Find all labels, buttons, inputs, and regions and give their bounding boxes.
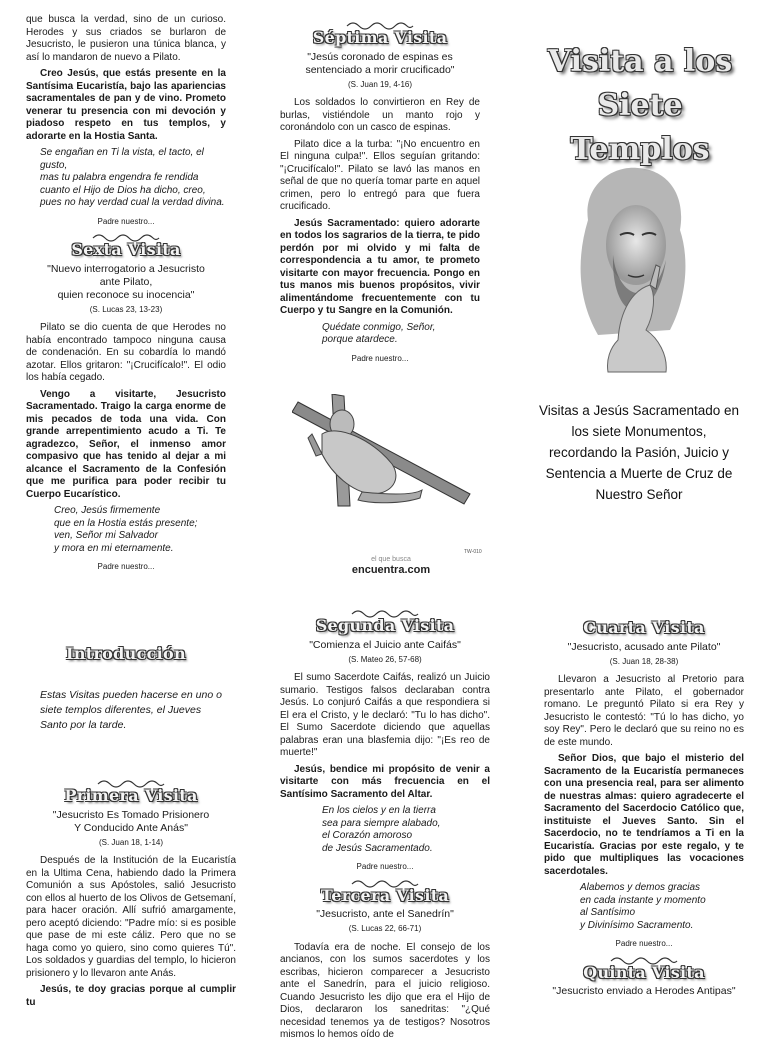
sexta-visita-title: Sexta Visita <box>71 240 181 259</box>
column-top-middle <box>280 22 480 371</box>
poem-line: Quédate conmigo, Señor, <box>322 321 436 333</box>
segunda-reference: (S. Mateo 26, 57-68) <box>348 654 422 664</box>
poem-line: porque atardece. <box>322 334 398 345</box>
tercera-visita-title: Tercera Visita <box>320 885 450 905</box>
quote-line: "Jesucristo, ante el Sanedrín" <box>316 908 454 920</box>
segunda-text: El sumo Sacerdote Caifás, realizó un Juicio sumario. Testigos falsos declaraban contra Jesús. Lo conjuró Caifás a que respondiera si El era el Cristo, y le declaró: "Tu lo has dicho". El Sumo Sacerdote diciendo que aquellas palabras eran una blasfemia dijo: "¡Es reo de muerte!" <box>280 672 490 758</box>
sexta-reference: (S. Lucas 23, 13-23) <box>89 304 163 314</box>
poem-line: cuanto el Hijo de Dios ha dicho, creo, <box>40 184 206 196</box>
introduccion-title: Introducción <box>66 644 186 663</box>
cuarta-quote <box>544 641 744 654</box>
septima-text-2: Pilato dice a la turba: "¡No encuentro en El ninguna culpa!". Ellos seguían gritando: "¡Crucifícalo!". Pilato se lavó las manos en señal de que no quería tomar parte en aquel crimen, pero lo entregó para que fuera crucificado. <box>280 138 480 212</box>
cover-title-line1: Visita a los <box>547 44 733 79</box>
quinta-quote <box>544 985 744 998</box>
poem-line: de Jesús Sacramentado. <box>322 842 433 854</box>
column-bottom-right <box>544 612 744 1000</box>
quote-line: quien reconoce su inocencia" <box>57 288 195 301</box>
poem-line: Alabemos y demos gracias <box>580 882 701 893</box>
padre-nuestro: Padre nuestro... <box>351 353 409 363</box>
document-code: TW-010 <box>464 549 482 555</box>
segunda-prayer: Jesús, bendice mi propósito de venir a visitarte con más frecuencia en el Santísimo Sacramento del Altar. <box>280 763 490 800</box>
cover-title <box>540 40 740 172</box>
padre-nuestro: Padre nuestro... <box>97 562 155 571</box>
poem-line: en cada instante y momento <box>580 894 706 906</box>
logo-name: encuentra.com <box>351 564 431 576</box>
padre-nuestro: Padre nuestro... <box>97 216 155 226</box>
septima-quote <box>280 51 480 77</box>
quote-line: "Jesucristo Es Tomado Prisionero <box>52 808 210 821</box>
poem-line: pues no hay verdad cual la verdad divina. <box>40 197 225 208</box>
segunda-poem <box>322 805 490 855</box>
cuarta-poem <box>580 882 744 932</box>
septima-reference: (S. Juan 19, 4-16) <box>347 79 413 89</box>
segunda-quote <box>280 639 490 652</box>
quote-line: Y Conducido Ante Anás" <box>74 821 188 834</box>
column-bottom-left <box>26 774 236 1013</box>
sexta-quote <box>26 263 226 302</box>
cover-title-line2: Siete Templos <box>570 88 710 167</box>
poem-line: sea para siempre alabado, <box>322 817 441 829</box>
padre-nuestro: Padre nuestro... <box>356 862 414 871</box>
poem-line: mas tu palabra engendra fe rendida <box>40 172 199 183</box>
septima-prayer: Jesús Sacramentado: quiero adorarte en todos los sagrarios de la tierra, te pido perdón por mi olvido y mi falta de correspondencia a tu amor, te prometo visitarte con mayor frecuencia. Pongo en tus manos mis buenos propósitos, vivir alimentándome frecuentemente con tu Cuerpo y tu Sangre en la Comunión. <box>280 217 480 316</box>
poem-line: al Santísimo <box>580 907 636 918</box>
primera-visita-title: Primera Visita <box>64 786 198 805</box>
septima-poem <box>322 322 480 347</box>
jesus-portrait-image <box>558 160 708 375</box>
padre-nuestro: Padre nuestro... <box>615 939 673 948</box>
quote-line: sentenciado a morir crucificado" <box>305 63 455 76</box>
poem-line: ven, Señor mi Salvador <box>54 530 158 541</box>
poem-line: Se engañan en Ti la vista, el tacto, el gusto, <box>40 147 204 171</box>
quinta-visita-title: Quinta Visita <box>583 962 705 982</box>
tercera-text: Todavía era de noche. El consejo de los ancianos, con los sumos sacerdotes y los escribas, hicieron comparecer a Jesucristo ante el Sanedrín, para el juicio religioso. Cuando Jesucristo les dijo que era el Hijo de Dios, declararon los sanedritas: "¿Qué necesidad tenemos ya de testigos? Nosotros mismos lo hemos oído de <box>280 941 490 1040</box>
poem-line: que en la Hostia estás presente; <box>54 517 198 529</box>
prayer-text: Creo Jesús, que estás presente en la Santísima Eucaristía, bajo las apariencias sacramentales de pan y de vino. Prometo venerar tu presencia con mi devoción y piadoso respeto en tus templos, y adorarte en la Hostia Santa. <box>26 68 226 142</box>
logo-tagline: el que busca <box>371 556 411 563</box>
sexta-text: Pilato se dio cuenta de que Herodes no había encontrado tampoco ninguna causa de condenación. En su cobardía lo mandó azotar. Ellos gritaron: "¡Crucifícalo!". El odio los había cegado. <box>26 322 226 383</box>
quote-line: "Jesucristo enviado a Herodes Antipas" <box>552 985 736 997</box>
jesus-carrying-cross-image <box>292 394 477 509</box>
poem-line: y mora en mi eternamente. <box>54 542 174 554</box>
primera-reference: (S. Juan 18, 1-14) <box>98 837 164 847</box>
poem-line: Creo, Jesús firmemente <box>54 505 161 516</box>
column-bottom-middle <box>280 610 490 1046</box>
primera-prayer: Jesús, te doy gracias porque al cumplir tu <box>26 984 236 1008</box>
tercera-quote <box>280 908 490 921</box>
primera-text: Después de la Institución de la Eucaristía en la Ultima Cena, habiendo dado la Primera Comunión a sus Apóstoles, salió Jesucristo con ellos al huerto de los Olivos de Getsemaní, para hacer oración. Allí sufrió amargamente, pero aceptó diciendo: "Padre mío: si es posible que pase de mi este cáliz. Pero que no se haga como yo quiero, sino como quieres Tú". Los soldados y guardias del templo, lo hicieron prisionero y lo llevaron ante Anás. <box>26 855 236 979</box>
quote-line: "Comienza el Juicio ante Caifás" <box>309 638 461 651</box>
segunda-visita-title: Segunda Visita <box>315 616 455 635</box>
sexta-prayer: Vengo a visitarte, Jesucristo Sacramentado. Traigo la carga enorme de mis pecados de toda una vida. Con grande arrepentimiento acudo a Ti. Te agradezco, Señor, el inmenso amor compasivo que has tenido al dejar a mi alcance el Sacramento de la Confesión que me purifica para poder recibir tu Cuerpo Eucarístico. <box>26 388 226 500</box>
cuarta-text: Llevaron a Jesucristo al Pretorio para presentarlo ante Pilato, el gobernador romano. Le preguntó Pilato si era Rey y Jesucristo le contestó: "Tú lo has dicho, yo soy Rey". Pero le declaró que su reino no es de este mundo. <box>544 674 744 748</box>
cuarta-prayer: Señor Dios, que bajo el misterio del Sacramento de la Eucaristía permaneces con una presencia real, para ser alimento de nuestras almas: quiero agradecerte el Sacramento del Sacerdocio Católico que, instituiste el Jueves Santo. Sin el Sacerdocio, no te tendríamos a Ti en la Eucaristía. Gracias por este regalo, y te pido que multipliques las vocaciones sacerdotales. <box>544 753 744 877</box>
primera-quote <box>26 809 236 835</box>
septima-visita-title: Séptima Visita <box>312 28 448 47</box>
quote-line: "Jesucristo, acusado ante Pilato" <box>567 640 721 653</box>
cuarta-visita-title: Cuarta Visita <box>583 618 705 637</box>
poem-line: y Divinísimo Sacramento. <box>580 919 694 931</box>
cuarta-reference: (S. Juan 18, 28-38) <box>609 656 679 666</box>
sexta-poem <box>54 505 226 555</box>
quote-line: "Jesús coronado de espinas es <box>307 50 453 63</box>
quote-line: ante Pilato, <box>99 275 153 288</box>
encuentra-logo <box>336 556 446 576</box>
tercera-reference: (S. Lucas 22, 66-71) <box>348 924 422 933</box>
septima-text-1: Los soldados lo convirtieron en Rey de burlas, vistiéndole un manto rojo y coronándolo con un casco de espinas. <box>280 97 480 133</box>
continuation-text: que busca la verdad, sino de un curioso. Herodes y sus criados se burlaron de Jesucristo, le pusieron una túnica blanca, y así lo mandaron de nuevo a Pilato. <box>26 14 226 63</box>
column-top-left <box>26 14 226 580</box>
poem-line: el Corazón amoroso <box>322 830 413 841</box>
poem-line: En los cielos y en la tierra <box>322 805 436 816</box>
cover-subtitle: Visitas a Jesús Sacramentado en los siete Monumentos, recordando la Pasión, Juicio y Sentencia a Muerte de Cruz de Nuestro Señor <box>538 403 740 502</box>
introduccion-text: Estas Visitas pueden hacerse en uno o siete templos diferentes, el Jueves Santo por la tarde. <box>40 689 222 731</box>
poem <box>40 147 226 210</box>
quote-line: "Nuevo interrogatorio a Jesucristo <box>47 262 205 275</box>
